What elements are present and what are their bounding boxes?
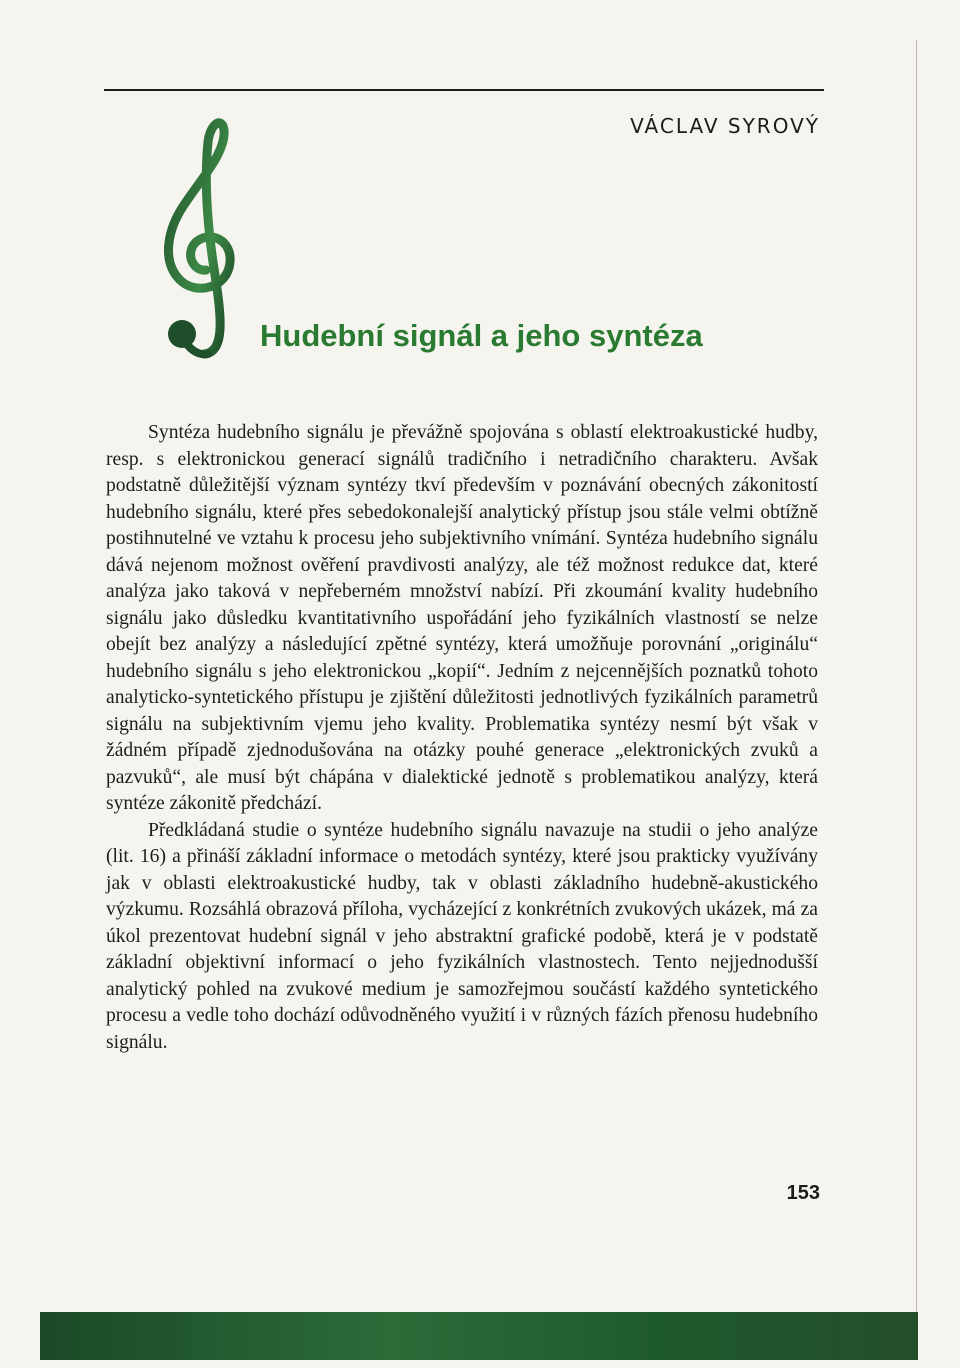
article-body [106,420,818,1056]
paragraph: Syntéza hudebního signálu je převážně spojována s oblastí elektroakustické hudby, resp. s elektronickou generací signálů tradičního i netradičního charakteru. Avšak podstatně důležitější význam syntézy tkví především v poznávání obecných zákonitostí hudebního signálu, které přes sebedokonalejší analytický přístup jsou stále velmi obtížně postihnutelné ve vztahu k procesu jeho subjektivního vnímání. Syntéza hudebního signálu dává nejenom možnost ověření pravdivosti analýzy, ale též možnost redukce dat, které analýza jako taková v nepřeberném množství nabízí. Při zkoumání kvality hudebního signálu jako důsledku kvantitativního uspořádání jeho fyzikálních vlastností se nelze obejít bez analýzy a následující zpětné syntézy, která umožňuje porovnání „originálu“ hudebního signálu s jeho elektronickou „kopií“. Jedním z nejcennějších poznatků tohoto analyticko-syntetického přístupu je zjištění důležitosti jednotlivých fyzikálních parametrů signálu na subjektivním vjemu jeho kvality. Problematika syntézy nesmí být však v žádném případě zjednodušována na otázky pouhé generace „elektronických zvuků a pazvuků“, ale musí být chápána v dialektické jednotě s problematikou analýzy, která syntéze zákonitě předchází. [106,422,818,814]
article-title: Hudební signál a jeho syntéza [260,318,703,353]
paragraph: Předkládaná studie o syntéze hudebního signálu navazuje na studii o jeho analýze (lit. 16) a přináší základní informace o metodách syntézy, které jsou prakticky využívány jak v oblasti elektroakustické hudby, tak v oblasti základního hudebně-akustického výzkumu. Rozsáhlá obrazová příloha, vycházející z konkrétních zvukových ukázek, má za úkol prezentovat hudební signál v jeho abstraktní grafické podobě, která je v podstatě základní objektivní informací o jeho fyzikálních vlastnostech. Tento nejjednodušší analytický pohled na zvukové medium je samozřejmou součástí každého syntetického procesu a vedle toho dochází odůvodněného využití i v různých fázích přenosu hudebního signálu. [106,819,818,1053]
header-rule [104,89,824,91]
treble-clef-icon [158,112,238,362]
author-name: VÁCLAV SYROVÝ [630,114,820,138]
decorative-band [40,1312,918,1360]
page-edge-line [916,40,917,1340]
page-number: 153 [786,1182,820,1204]
